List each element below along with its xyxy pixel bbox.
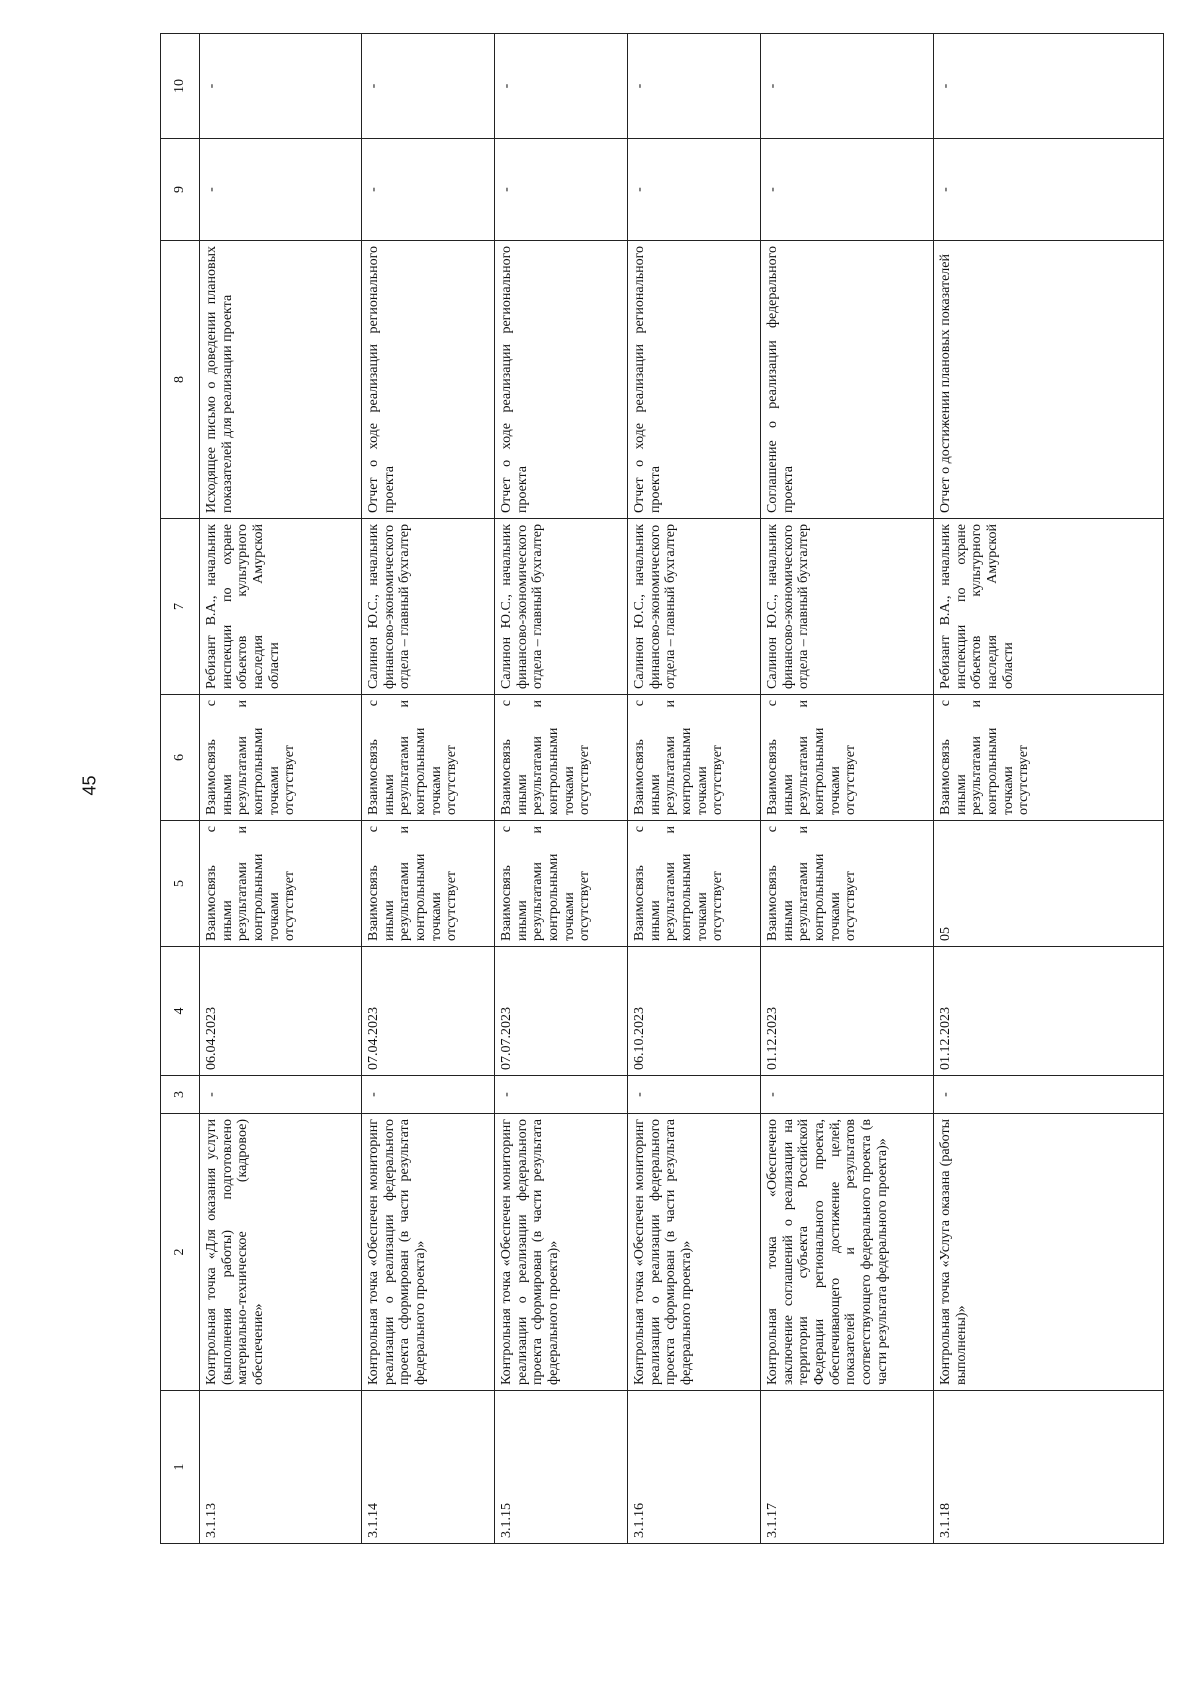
- relation-cell-6: Взаимосвязь с иными результатами и контрольными точками отсутствует: [628, 695, 761, 821]
- header-col-5: 5: [161, 821, 200, 947]
- cell-col-10: -: [362, 34, 495, 139]
- header-col-6: 6: [161, 695, 200, 821]
- cell-col-9: -: [495, 139, 628, 241]
- checkpoint-date: 01.12.2023: [934, 947, 1164, 1076]
- cell-col-10: -: [200, 34, 362, 139]
- cell-col-9: -: [200, 139, 362, 241]
- header-col-7: 7: [161, 519, 200, 695]
- cell-col-10: -: [761, 34, 934, 139]
- table-row: [200, 34, 362, 1544]
- cell-col-10: -: [628, 34, 761, 139]
- header-col-4: 4: [161, 947, 200, 1076]
- header-col-1: 1: [161, 1391, 200, 1544]
- responsible-person: Салинон Ю.С., начальник финансово-экономического отдела – главный бухгалтер: [362, 519, 495, 695]
- table-row: [628, 34, 761, 1544]
- responsible-person: Ребизант В.А., начальник инспекции по охране объектов культурного наследия Амурской области: [200, 519, 362, 695]
- cell-col-9: -: [628, 139, 761, 241]
- cell-col-9: -: [761, 139, 934, 241]
- relation-cell-6: Взаимосвязь с иными результатами и контрольными точками отсутствует: [495, 695, 628, 821]
- table-row: [362, 34, 495, 1544]
- cell-col-3: -: [628, 1076, 761, 1114]
- cell-col-3: -: [495, 1076, 628, 1114]
- row-number: 3.1.18: [934, 1391, 1164, 1544]
- responsible-person: Ребизант В.А., начальник инспекции по охране объектов культурного наследия Амурской области: [934, 519, 1164, 695]
- document-type: Отчет о ходе реализации регионального проекта: [495, 241, 628, 519]
- checkpoint-date: 07.07.2023: [495, 947, 628, 1076]
- checkpoint-name: Контрольная точка «Обеспечен мониторинг реализации о реализации федерального проекта сформирован (в части результата федерального проекта)»: [362, 1114, 495, 1391]
- cell-col-3: -: [934, 1076, 1164, 1114]
- checkpoint-name: Контрольная точка «Услуга оказана (работы выполнены)»: [934, 1114, 1164, 1391]
- relation-cell-5: Взаимосвязь с иными результатами и контрольными точками отсутствует: [362, 821, 495, 947]
- checkpoint-table: [160, 33, 1164, 1544]
- relation-cell-6: Взаимосвязь с иными результатами и контрольными точками отсутствует: [200, 695, 362, 821]
- header-col-8: 8: [161, 241, 200, 519]
- relation-cell-5: 05: [934, 821, 1164, 947]
- header-col-10: 10: [161, 34, 200, 139]
- cell-col-9: -: [934, 139, 1164, 241]
- responsible-person: Салинон Ю.С., начальник финансово-экономического отдела – главный бухгалтер: [628, 519, 761, 695]
- checkpoint-name: Контрольная точка «Обеспечен мониторинг реализации о реализации федерального проекта сформирован (в части результата федерального проекта)»: [495, 1114, 628, 1391]
- row-number: 3.1.15: [495, 1391, 628, 1544]
- row-number: 3.1.17: [761, 1391, 934, 1544]
- checkpoint-date: 01.12.2023: [761, 947, 934, 1076]
- cell-col-3: -: [362, 1076, 495, 1114]
- table-row: [761, 34, 934, 1544]
- checkpoint-name: Контрольная точка «Для оказания услуги (выполнения работы) подготовлено материально-техническое (кадровое) обеспечение»: [200, 1114, 362, 1391]
- cell-col-10: -: [495, 34, 628, 139]
- responsible-person: Салинон Ю.С., начальник финансово-экономического отдела – главный бухгалтер: [761, 519, 934, 695]
- table-row: [934, 34, 1164, 1544]
- relation-cell-5: Взаимосвязь с иными результатами и контрольными точками отсутствует: [628, 821, 761, 947]
- relation-cell-5: Взаимосвязь с иными результатами и контрольными точками отсутствует: [200, 821, 362, 947]
- checkpoint-name: Контрольная точка «Обеспечен мониторинг реализации о реализации федерального проекта сформирован (в части результата федерального проекта)»: [628, 1114, 761, 1391]
- document-type: Отчет о ходе реализации регионального проекта: [628, 241, 761, 519]
- document-type: Соглашение о реализации федерального проекта: [761, 241, 934, 519]
- checkpoint-date: 07.04.2023: [362, 947, 495, 1076]
- relation-cell-5: Взаимосвязь с иными результатами и контрольными точками отсутствует: [495, 821, 628, 947]
- table-row: [495, 34, 628, 1544]
- relation-cell-6: Взаимосвязь с иными результатами и контрольными точками отсутствует: [761, 695, 934, 821]
- document-type: Исходящее письмо о доведении плановых показателей для реализации проекта: [200, 241, 362, 519]
- checkpoint-name: Контрольная точка «Обеспечено заключение соглашений о реализации на территории субъекта Российской Федерации регионального проекта, обеспечивающего достижение целей, показателей и результатов соответствующего федерального проекта (в части результата федерального проекта)»: [761, 1114, 934, 1391]
- checkpoint-date: 06.10.2023: [628, 947, 761, 1076]
- checkpoint-date: 06.04.2023: [200, 947, 362, 1076]
- header-col-3: 3: [161, 1076, 200, 1114]
- cell-col-3: -: [200, 1076, 362, 1114]
- rotated-table-container: [160, 34, 1164, 1544]
- page-number: 45: [79, 775, 100, 796]
- row-number: 3.1.13: [200, 1391, 362, 1544]
- cell-col-10: -: [934, 34, 1164, 139]
- cell-col-3: -: [761, 1076, 934, 1114]
- header-row: [161, 34, 200, 1544]
- relation-cell-6: Взаимосвязь с иными результатами и контрольными точками отсутствует: [362, 695, 495, 821]
- header-col-2: 2: [161, 1114, 200, 1391]
- relation-cell-5: Взаимосвязь с иными результатами и контрольными точками отсутствует: [761, 821, 934, 947]
- row-number: 3.1.16: [628, 1391, 761, 1544]
- document-type: Отчет о ходе реализации регионального проекта: [362, 241, 495, 519]
- document-type: Отчет о достижении плановых показателей: [934, 241, 1164, 519]
- row-number: 3.1.14: [362, 1391, 495, 1544]
- cell-col-9: -: [362, 139, 495, 241]
- responsible-person: Салинон Ю.С., начальник финансово-экономического отдела – главный бухгалтер: [495, 519, 628, 695]
- header-col-9: 9: [161, 139, 200, 241]
- relation-cell-6: Взаимосвязь с иными результатами и контрольными точками отсутствует: [934, 695, 1164, 821]
